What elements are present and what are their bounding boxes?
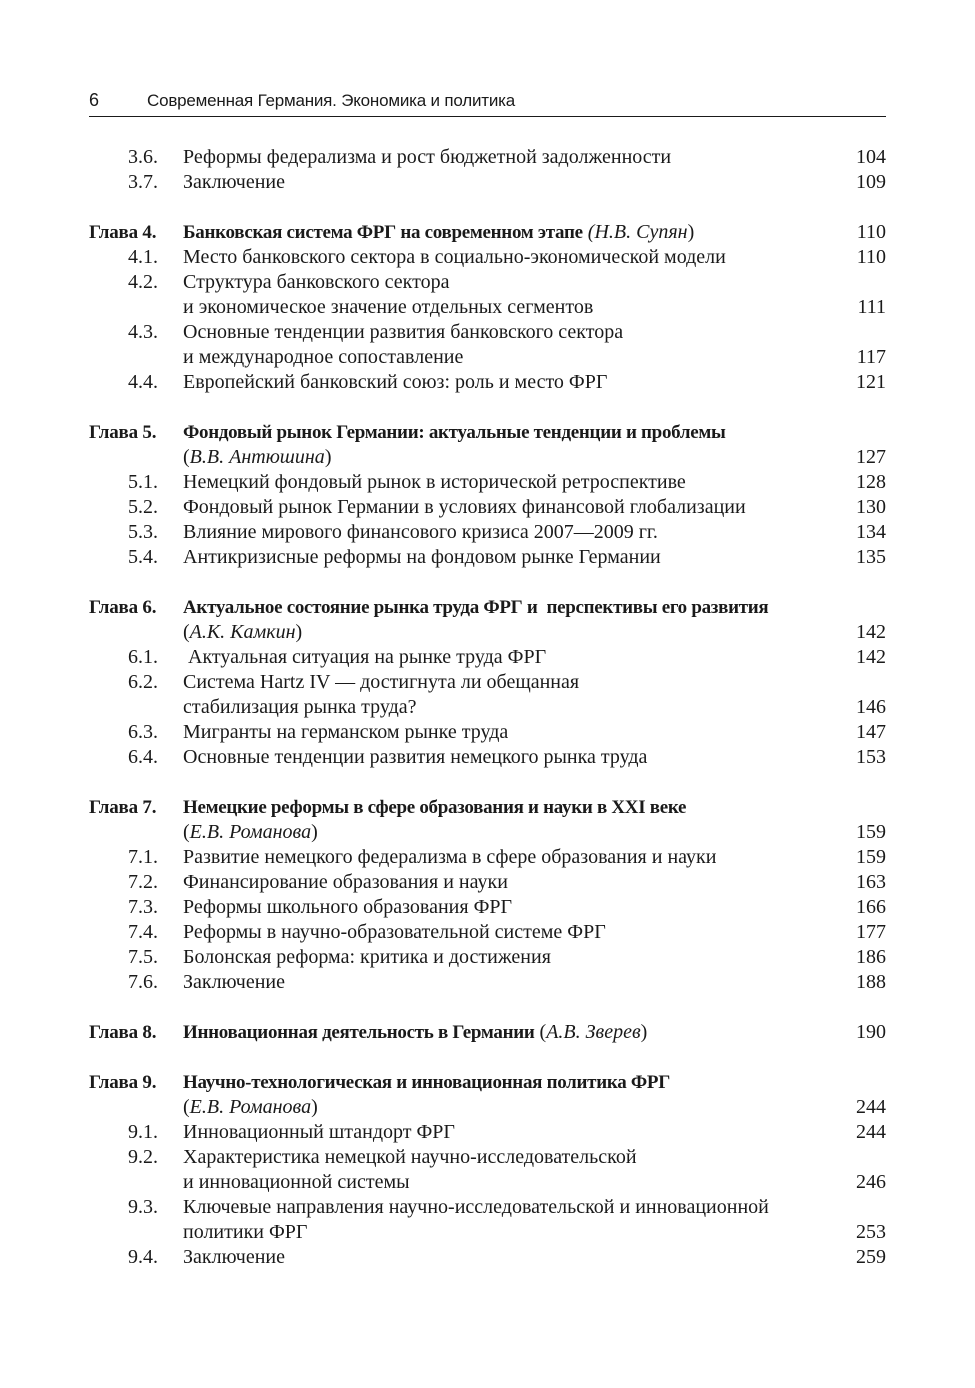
page-ref: 109 bbox=[856, 171, 886, 193]
section-number: 4.4. bbox=[128, 371, 158, 393]
chapter-label: Глава 7. bbox=[89, 797, 157, 818]
author-open: ( bbox=[582, 221, 595, 243]
page-ref: 146 bbox=[856, 696, 886, 718]
section-title: Реформы федерализма и рост бюджетной задолженности bbox=[183, 146, 672, 168]
page-ref: 128 bbox=[856, 471, 886, 493]
section-number: 7.4. bbox=[128, 921, 158, 943]
toc-entry-4-1[interactable] bbox=[89, 245, 886, 270]
chapter-title: Фондовый рынок Германии: актуальные тенденции и проблемы bbox=[183, 422, 726, 443]
author-open: ( bbox=[183, 446, 190, 468]
section-title: Мигранты на германском рынке труда bbox=[183, 721, 509, 743]
toc-entry-9-2[interactable] bbox=[89, 1145, 886, 1170]
toc-entry-9-3-cont[interactable] bbox=[89, 1220, 886, 1245]
page-ref: 134 bbox=[856, 521, 886, 543]
section-number: 4.2. bbox=[128, 271, 158, 293]
section-number: 4.3. bbox=[128, 321, 158, 343]
author-open: ( bbox=[183, 821, 190, 843]
author-close: ) bbox=[687, 221, 695, 243]
running-head bbox=[89, 86, 886, 117]
chapter-label: Глава 5. bbox=[89, 422, 157, 443]
section-number: 7.5. bbox=[128, 946, 158, 968]
author-close: ) bbox=[640, 1021, 648, 1043]
chapter-author-line bbox=[183, 445, 331, 470]
toc-entry-5-2[interactable] bbox=[89, 495, 886, 520]
page-ref: 159 bbox=[856, 821, 886, 843]
page-ref: 166 bbox=[856, 896, 886, 918]
section-number: 6.3. bbox=[128, 721, 158, 743]
page-ref: 110 bbox=[856, 221, 886, 243]
section-title: Развитие немецкого федерализма в сфере образования и науки bbox=[183, 846, 717, 868]
section-number: 7.1. bbox=[128, 846, 158, 868]
toc-chapter-8[interactable] bbox=[89, 1020, 886, 1045]
chapter-author-line bbox=[183, 1095, 318, 1120]
toc-entry-3-7[interactable] bbox=[89, 170, 886, 195]
section-title: Реформы в научно-образовательной системе ФРГ bbox=[183, 921, 606, 943]
section-number: 6.1. bbox=[128, 646, 158, 668]
toc-chapter-5[interactable] bbox=[89, 420, 886, 445]
page-ref: 253 bbox=[856, 1221, 886, 1243]
author-open: ( bbox=[534, 1021, 547, 1043]
page-number: 6 bbox=[89, 90, 100, 110]
chapter-label: Глава 9. bbox=[89, 1072, 157, 1093]
page-ref: 117 bbox=[856, 346, 886, 368]
section-title: Болонская реформа: критика и достижения bbox=[183, 946, 551, 968]
section-number: 7.6. bbox=[128, 971, 158, 993]
section-number: 7.3. bbox=[128, 896, 158, 918]
chapter-author-line bbox=[183, 820, 318, 845]
toc-entry-4-3-cont[interactable] bbox=[89, 345, 886, 370]
toc-entry-7-1[interactable] bbox=[89, 845, 886, 870]
page-ref: 110 bbox=[856, 246, 886, 268]
section-title: Европейский банковский союз: роль и место ФРГ bbox=[183, 371, 608, 393]
author-close: ) bbox=[295, 621, 303, 643]
toc-chapter-7-author[interactable] bbox=[89, 820, 886, 845]
chapter-label: Глава 6. bbox=[89, 597, 157, 618]
author-close: ) bbox=[311, 1096, 318, 1118]
section-title-line-1: Ключевые направления научно-исследовательской и инновационной bbox=[183, 1196, 769, 1218]
section-number: 9.4. bbox=[128, 1246, 158, 1268]
page-ref: 188 bbox=[856, 971, 886, 993]
section-title-line-2: стабилизация рынка труда? bbox=[183, 696, 417, 718]
chapter-author: В.В. Антюшина bbox=[189, 446, 325, 468]
section-title-line-1: Основные тенденции развития банковского сектора bbox=[183, 321, 624, 343]
table-of-contents bbox=[89, 145, 886, 1270]
page-ref: 135 bbox=[856, 546, 886, 568]
toc-chapter-9-author[interactable] bbox=[89, 1095, 886, 1120]
section-number: 7.2. bbox=[128, 871, 158, 893]
section-number: 6.2. bbox=[128, 671, 158, 693]
section-number: 3.7. bbox=[128, 171, 158, 193]
toc-entry-7-2[interactable] bbox=[89, 870, 886, 895]
section-title-line-2: и международное сопоставление bbox=[183, 346, 464, 368]
toc-chapter-6-author[interactable] bbox=[89, 620, 886, 645]
toc-chapter-4[interactable] bbox=[89, 220, 886, 245]
page-ref: 130 bbox=[856, 496, 886, 518]
toc-entry-4-2[interactable] bbox=[89, 270, 886, 295]
page-ref: 190 bbox=[856, 1021, 886, 1043]
chapter-title: Научно-технологическая и инновационная политика ФРГ bbox=[183, 1072, 670, 1093]
section-title: Основные тенденции развития немецкого рынка труда bbox=[183, 746, 648, 768]
section-title-line-1: Характеристика немецкой научно-исследовательской bbox=[183, 1146, 637, 1168]
section-title: Инновационный штандорт ФРГ bbox=[183, 1121, 455, 1143]
section-title: Немецкий фондовый рынок в исторической ретроспективе bbox=[183, 471, 686, 493]
author-close: ) bbox=[311, 821, 318, 843]
page-ref: 246 bbox=[856, 1171, 886, 1193]
toc-entry-7-5[interactable] bbox=[89, 945, 886, 970]
section-number: 4.1. bbox=[128, 246, 158, 268]
section-title-line-2: и инновационной системы bbox=[183, 1171, 410, 1193]
page-ref: 111 bbox=[857, 296, 886, 318]
chapter-title: Немецкие реформы в сфере образования и науки в XXI веке bbox=[183, 797, 687, 818]
toc-chapter-5-author[interactable] bbox=[89, 445, 886, 470]
page-ref: 142 bbox=[856, 646, 886, 668]
page-ref: 159 bbox=[856, 846, 886, 868]
toc-entry-9-2-cont[interactable] bbox=[89, 1170, 886, 1195]
section-title: Заключение bbox=[183, 171, 285, 193]
section-number: 9.3. bbox=[128, 1196, 158, 1218]
section-title-line-1: Система Hartz IV — достигнута ли обещанная bbox=[183, 671, 580, 693]
author-open: ( bbox=[183, 1096, 190, 1118]
toc-entry-3-6[interactable] bbox=[89, 145, 886, 170]
toc-entry-6-1[interactable] bbox=[89, 645, 886, 670]
page-ref: 121 bbox=[856, 371, 886, 393]
toc-entry-6-2-cont[interactable] bbox=[89, 695, 886, 720]
chapter-title: Актуальное состояние рынка труда ФРГ и перспективы его развития bbox=[183, 597, 769, 618]
page-ref: 186 bbox=[856, 946, 886, 968]
chapter-label: Глава 8. bbox=[89, 1022, 157, 1043]
section-title: Место банковского сектора в социально-экономической модели bbox=[183, 246, 726, 268]
chapter-author: А.В. Зверев bbox=[546, 1021, 641, 1043]
chapter-author: Н.В. Супян bbox=[594, 221, 688, 243]
section-title: Актуальная ситуация на рынке труда ФРГ bbox=[183, 646, 547, 668]
section-title-line-2: политики ФРГ bbox=[183, 1221, 308, 1243]
page-ref: 142 bbox=[856, 621, 886, 643]
toc-entry-4-3[interactable] bbox=[89, 320, 886, 345]
toc-entry-5-1[interactable] bbox=[89, 470, 886, 495]
section-title: Финансирование образования и науки bbox=[183, 871, 508, 893]
author-close: ) bbox=[324, 446, 332, 468]
toc-entry-9-4[interactable] bbox=[89, 1245, 886, 1270]
chapter-author: Е.В. Романова bbox=[189, 1096, 312, 1118]
section-title: Реформы школьного образования ФРГ bbox=[183, 896, 513, 918]
section-title: Антикризисные реформы на фондовом рынке Германии bbox=[183, 546, 661, 568]
chapter-title: Банковская система ФРГ на современном этапе (Н.В. Супян) bbox=[183, 221, 695, 243]
section-number: 9.1. bbox=[128, 1121, 158, 1143]
page-ref: 244 bbox=[856, 1121, 886, 1143]
book-title: Современная Германия. Экономика и политика bbox=[147, 91, 516, 110]
section-number: 3.6. bbox=[128, 146, 158, 168]
page-ref: 147 bbox=[856, 721, 886, 743]
toc-entry-4-4[interactable] bbox=[89, 370, 886, 395]
toc-entry-7-3[interactable] bbox=[89, 895, 886, 920]
page-ref: 153 bbox=[856, 746, 886, 768]
toc-entry-4-2-cont[interactable] bbox=[89, 295, 886, 320]
toc-entry-5-4[interactable] bbox=[89, 545, 886, 570]
page-ref: 244 bbox=[856, 1096, 886, 1118]
chapter-author: Е.В. Романова bbox=[189, 821, 312, 843]
toc-entry-6-4[interactable] bbox=[89, 745, 886, 770]
page-ref: 177 bbox=[856, 921, 886, 943]
section-title: Заключение bbox=[183, 1246, 285, 1268]
toc-entry-6-3[interactable] bbox=[89, 720, 886, 745]
toc-entry-7-6[interactable] bbox=[89, 970, 886, 995]
section-number: 5.2. bbox=[128, 496, 158, 518]
page-ref: 104 bbox=[856, 146, 886, 168]
toc-chapter-7[interactable] bbox=[89, 795, 886, 820]
toc-chapter-9[interactable] bbox=[89, 1070, 886, 1095]
page-ref: 259 bbox=[856, 1246, 886, 1268]
chapter-label: Глава 4. bbox=[89, 222, 157, 243]
toc-chapter-6[interactable] bbox=[89, 595, 886, 620]
toc-entry-9-3[interactable] bbox=[89, 1195, 886, 1220]
section-number: 9.2. bbox=[128, 1146, 158, 1168]
section-number: 5.1. bbox=[128, 471, 158, 493]
chapter-author: А.К. Камкин bbox=[189, 621, 296, 643]
section-number: 6.4. bbox=[128, 746, 158, 768]
section-title: Заключение bbox=[183, 971, 285, 993]
chapter-title: Инновационная деятельность в Германии (А.В. Зверев) bbox=[183, 1021, 648, 1043]
page-ref: 127 bbox=[856, 446, 886, 468]
page-ref: 163 bbox=[856, 871, 886, 893]
toc-entry-7-4[interactable] bbox=[89, 920, 886, 945]
toc-entry-6-2[interactable] bbox=[89, 670, 886, 695]
section-title-line-1: Структура банковского сектора bbox=[183, 271, 450, 293]
toc-entry-9-1[interactable] bbox=[89, 1120, 886, 1145]
section-title: Фондовый рынок Германии в условиях финансовой глобализации bbox=[183, 496, 746, 518]
section-title-line-2: и экономическое значение отдельных сегментов bbox=[183, 296, 594, 318]
section-number: 5.4. bbox=[128, 546, 158, 568]
chapter-author-line bbox=[183, 620, 302, 645]
toc-entry-5-3[interactable] bbox=[89, 520, 886, 545]
section-title: Влияние мирового финансового кризиса 2007—2009 гг. bbox=[183, 521, 658, 543]
section-number: 5.3. bbox=[128, 521, 158, 543]
author-open: ( bbox=[183, 621, 190, 643]
